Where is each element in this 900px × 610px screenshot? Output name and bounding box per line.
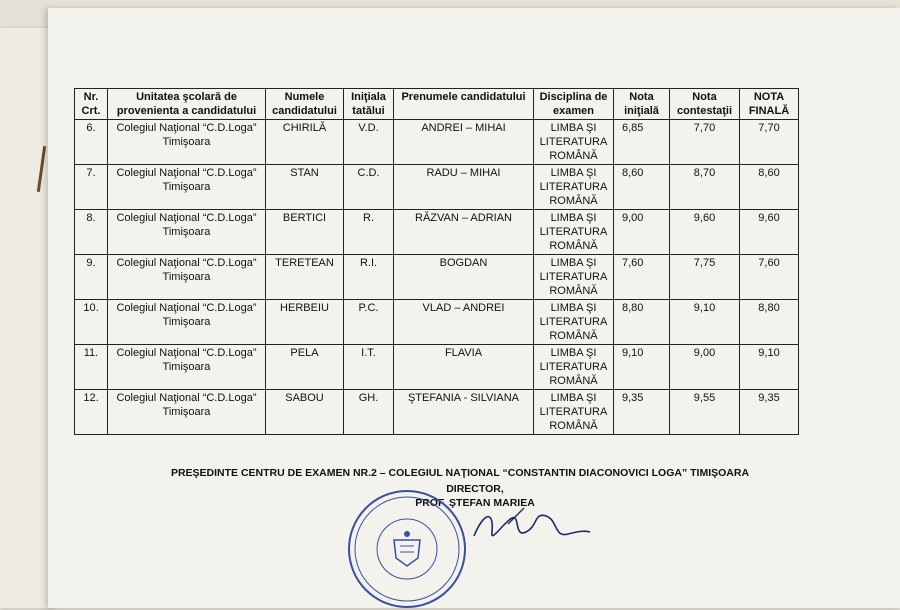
cell-final-grade: 9,35 — [740, 390, 799, 435]
table-row — [75, 210, 799, 255]
cell-unit: Colegiul Naţional “C.D.Loga” Timişoara — [108, 210, 266, 255]
pen-mark — [37, 146, 46, 192]
cell-father-initial: P.C. — [344, 300, 394, 345]
cell-unit: Colegiul Naţional “C.D.Loga” Timişoara — [108, 390, 266, 435]
cell-first-name: RĂZVAN – ADRIAN — [394, 210, 534, 255]
cell-final-grade: 9,60 — [740, 210, 799, 255]
cell-unit: Colegiul Naţional “C.D.Loga” Timişoara — [108, 165, 266, 210]
cell-first-name: ŞTEFANIA - SILVIANA — [394, 390, 534, 435]
cell-father-initial: V.D. — [344, 120, 394, 165]
cell-father-initial: R. — [344, 210, 394, 255]
header-final-grade: NOTA FINALĂ — [740, 89, 799, 120]
cell-subject: LIMBA ŞI LITERATURA ROMÂNĂ — [534, 255, 614, 300]
cell-final-grade: 7,70 — [740, 120, 799, 165]
director-role: DIRECTOR, — [446, 483, 504, 495]
cell-appeal-grade: 8,70 — [670, 165, 740, 210]
cell-nr: 7. — [75, 165, 108, 210]
cell-appeal-grade: 9,00 — [670, 345, 740, 390]
cell-last-name: STAN — [266, 165, 344, 210]
cell-first-name: BOGDAN — [394, 255, 534, 300]
cell-first-name: VLAD – ANDREI — [394, 300, 534, 345]
header-subject: Disciplina de examen — [534, 89, 614, 120]
cell-initial-grade: 9,35 — [614, 390, 670, 435]
cell-nr: 8. — [75, 210, 108, 255]
cell-nr: 9. — [75, 255, 108, 300]
cell-nr: 11. — [75, 345, 108, 390]
cell-final-grade: 8,60 — [740, 165, 799, 210]
cell-father-initial: R.I. — [344, 255, 394, 300]
results-table — [74, 88, 799, 435]
cell-initial-grade: 8,80 — [614, 300, 670, 345]
cell-last-name: SABOU — [266, 390, 344, 435]
cell-subject: LIMBA ŞI LITERATURA ROMÂNĂ — [534, 390, 614, 435]
cell-final-grade: 7,60 — [740, 255, 799, 300]
director-name: PROF. ŞTEFAN MARIEA — [415, 497, 535, 509]
table-row — [75, 390, 799, 435]
cell-last-name: TERETEAN — [266, 255, 344, 300]
header-unit: Unitatea şcolară de provenienta a candidatului — [108, 89, 266, 120]
header-appeal-grade: Nota contestaţii — [670, 89, 740, 120]
official-stamp — [346, 488, 468, 610]
table-header-row — [75, 89, 799, 120]
cell-appeal-grade: 9,55 — [670, 390, 740, 435]
cell-final-grade: 8,80 — [740, 300, 799, 345]
table-row — [75, 300, 799, 345]
table-row — [75, 120, 799, 165]
adjacent-paper-sheet — [0, 28, 53, 608]
cell-unit: Colegiul Naţional “C.D.Loga” Timişoara — [108, 300, 266, 345]
cell-subject: LIMBA ŞI LITERATURA ROMÂNĂ — [534, 300, 614, 345]
cell-last-name: PELA — [266, 345, 344, 390]
header-father-initial: Iniţiala tatălui — [344, 89, 394, 120]
cell-subject: LIMBA ŞI LITERATURA ROMÂNĂ — [534, 120, 614, 165]
cell-last-name: CHIRILĂ — [266, 120, 344, 165]
cell-unit: Colegiul Naţional “C.D.Loga” Timişoara — [108, 345, 266, 390]
exam-center-president-line: PREŞEDINTE CENTRU DE EXAMEN NR.2 – COLEGIUL NAŢIONAL “CONSTANTIN DIACONOVICI LOGA” TIMIŞOARA — [170, 467, 750, 479]
handwritten-signature — [464, 502, 594, 552]
cell-appeal-grade: 9,60 — [670, 210, 740, 255]
cell-unit: Colegiul Naţional “C.D.Loga” Timişoara — [108, 120, 266, 165]
cell-father-initial: I.T. — [344, 345, 394, 390]
cell-initial-grade: 9,10 — [614, 345, 670, 390]
header-initial-grade: Nota iniţială — [614, 89, 670, 120]
cell-appeal-grade: 7,70 — [670, 120, 740, 165]
cell-unit: Colegiul Naţional “C.D.Loga” Timişoara — [108, 255, 266, 300]
cell-first-name: RADU – MIHAI — [394, 165, 534, 210]
table-row — [75, 165, 799, 210]
cell-father-initial: GH. — [344, 390, 394, 435]
cell-first-name: FLAVIA — [394, 345, 534, 390]
header-last-name: Numele candidatului — [266, 89, 344, 120]
cell-final-grade: 9,10 — [740, 345, 799, 390]
header-nr: Nr. Crt. — [75, 89, 108, 120]
cell-initial-grade: 9,00 — [614, 210, 670, 255]
cell-initial-grade: 8,60 — [614, 165, 670, 210]
cell-last-name: BERTICI — [266, 210, 344, 255]
cell-initial-grade: 7,60 — [614, 255, 670, 300]
cell-subject: LIMBA ŞI LITERATURA ROMÂNĂ — [534, 345, 614, 390]
cell-nr: 10. — [75, 300, 108, 345]
cell-appeal-grade: 9,10 — [670, 300, 740, 345]
cell-appeal-grade: 7,75 — [670, 255, 740, 300]
cell-first-name: ANDREI – MIHAI — [394, 120, 534, 165]
table-row — [75, 345, 799, 390]
header-first-name: Prenumele candidatului — [394, 89, 534, 120]
table-row — [75, 255, 799, 300]
cell-subject: LIMBA ŞI LITERATURA ROMÂNĂ — [534, 165, 614, 210]
cell-nr: 6. — [75, 120, 108, 165]
cell-last-name: HERBEIU — [266, 300, 344, 345]
cell-nr: 12. — [75, 390, 108, 435]
cell-initial-grade: 6,85 — [614, 120, 670, 165]
cell-father-initial: C.D. — [344, 165, 394, 210]
cell-subject: LIMBA ŞI LITERATURA ROMÂNĂ — [534, 210, 614, 255]
